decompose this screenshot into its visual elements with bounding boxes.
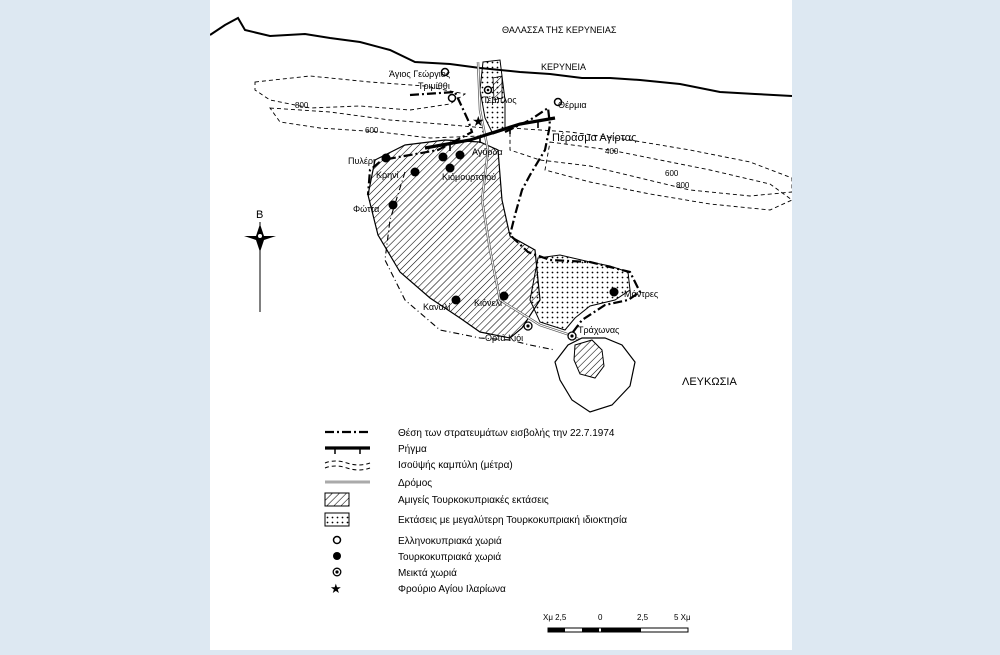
village-pyleri: Πυλέρι (348, 156, 376, 166)
contour-lines (255, 76, 792, 210)
scale-label-left: Χμ 2,5 (543, 613, 567, 622)
castle-star-icon: ★ (472, 113, 485, 129)
village-thermia: Θέρμια (558, 100, 587, 110)
sea-label: ΘΑΛΑΣΣΑ ΤΗΣ ΚΕΡΥΝΕΙΑΣ (502, 25, 617, 35)
legend-item-tc-villages (333, 551, 501, 563)
scale-label-right: 5 Χμ (674, 613, 691, 622)
village-marker-mantres (610, 288, 619, 297)
village-marker-krini (411, 168, 420, 177)
kyrenia-label: ΚΕΡΥΝΕΙΑ (541, 62, 587, 72)
north-label: Β (256, 209, 264, 221)
legend-item-mixed-villages (333, 567, 457, 579)
legend-label-hatch: Αμιγείς Τουρκοκυπριακές εκτάσεις (398, 495, 549, 506)
contour-600-a: 600 (365, 126, 379, 135)
lefkosia-label: ΛΕΥΚΩΣΙΑ (682, 376, 737, 388)
village-krini: Κρηνί (376, 170, 399, 180)
village-marker-kanli (452, 296, 461, 305)
village-kiomourtsiou: Κιόμουρτσιού (442, 172, 497, 182)
scale-label-mid: 2,5 (637, 613, 649, 622)
north-arrow (244, 209, 276, 312)
village-marker-trachonas-core (570, 334, 573, 337)
village-fotta: Φώττα (353, 204, 380, 214)
legend-item-fault (325, 443, 427, 455)
village-marker-orta-kioi-core (526, 324, 529, 327)
legend-label-fault: Ρήγμα (398, 444, 427, 455)
legend-label-dots: Εκτάσεις με μεγαλύτερη Τουρκοκυπριακή ιδιοκτησία (398, 515, 628, 526)
village-mantres: Μάντρες (624, 289, 659, 299)
village-trimithi: Τριμίθθι (418, 81, 450, 91)
contour-800-b: 800 (676, 181, 690, 190)
legend-label-mixed-villages: Μεικτά χωριά (398, 568, 457, 579)
legend-label-contour: Ισοϋψής καμπύλη (μέτρα) (398, 460, 513, 471)
village-kanli: Καναλί (423, 302, 451, 312)
village-agirda: Αγύρδα (472, 147, 503, 157)
village-trachonas: Τράχωνας (578, 325, 620, 335)
legend-label-tc-villages: Τουρκοκυπριακά χωριά (398, 552, 502, 563)
legend-item-castle (330, 581, 506, 596)
map-sheet (210, 0, 792, 650)
legend-label-gc-villages: Ελληνοκυπριακά χωριά (398, 536, 502, 547)
legend-item-gc-villages (334, 535, 502, 547)
village-marker-trimithi (449, 95, 456, 102)
historical-map (210, 0, 792, 650)
contour-600-b: 600 (665, 169, 679, 178)
legend-item-dots (325, 513, 627, 526)
scale-bar (543, 613, 691, 632)
legend-label-troops: Θέση των στρατευμάτων εισβολής την 22.7.1974 (398, 428, 615, 439)
village-orta-kioi: Ορτά Κιόι (485, 333, 524, 343)
legend-item-contour (325, 459, 513, 471)
village-kionelli: Κιόνελι (474, 298, 503, 308)
pass-label: Πέρασμα Αγίρτας (552, 132, 637, 144)
legend-item-troops (325, 427, 615, 439)
contour-800-a: 800 (295, 101, 309, 110)
village-marker-fotta (389, 201, 398, 210)
village-marker-templos-core (487, 89, 490, 92)
legend (325, 427, 627, 596)
village-templos: Τέμπλος (483, 95, 517, 105)
legend-label-road: Δρόμος (398, 478, 433, 489)
legend-label-castle: Φρούριο Αγίου Ιλαρίωνα (398, 584, 506, 595)
scale-label-zero: 0 (598, 613, 603, 622)
village-marker-pyleri (382, 154, 391, 163)
legend-item-road (325, 477, 432, 489)
star-icon: ★ (330, 581, 342, 596)
village-marker-agirda-2 (456, 151, 465, 160)
village-marker-agirda-1 (439, 153, 448, 162)
contour-400: 400 (605, 147, 619, 156)
legend-item-hatch (325, 493, 549, 506)
village-agios-georgios: Άγιος Γεώργιος (389, 69, 451, 79)
